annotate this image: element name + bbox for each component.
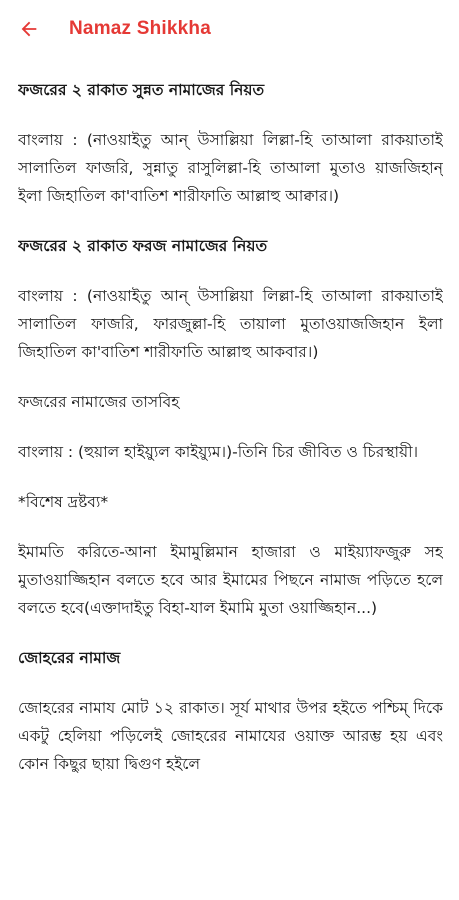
note-heading: *বিশেষ দ্রষ্টব্য* [18, 493, 109, 511]
content-scroll-area[interactable] [18, 76, 443, 900]
note-text: ইমামতি করিতে-আনা ইমামুল্লিমান হাজারা ও মাইয়্যাফজুরু সহ মুতাওয়াজ্জিহান বলতে হবে আর ইমামের পিছনে নামাজ পড়িতে হলে বলতে হবে(এক্তাদাইতু বিহা-যাল ইমামি মুতা ওয়াজ্জিহান...) [18, 543, 443, 617]
fajr-tasbih-heading: ফজরের নামাজের তাসবিহ [18, 393, 180, 411]
fajr-tasbih-text: বাংলায় : (হুয়াল হাইয়্যুল কাইয়্যুম।)-তিনি চির জীবিত ও চিরস্থায়ী। [18, 443, 419, 461]
fajr-farz-heading: ফজরের ২ রাকাত ফরজ নামাজের নিয়ত [18, 237, 268, 255]
app-bar [0, 0, 459, 58]
fajr-sunnat-text: বাংলায় : (নাওয়াইতু আন্ উসাল্লিয়া লিল্লা-হি তাআলা রাকয়াতাই সালাতিল ফাজরি, সুন্নাতু রাসুলিল্লা-হি তাআলা মুতাও য়াজজিহান্ ইলা জিহাতিল কা'বাতিশ শারীফাতি আল্লাহু আক্বার।) [18, 131, 443, 205]
app-title: Namaz Shikkha [69, 18, 211, 39]
fajr-farz-text: বাংলায় : (নাওয়াইতু আন্ উসাল্লিয়া লিল্লা-হি তাআলা রাকয়াতাই সালাতিল ফাজরি, ফারজুল্লা-হি তায়ালা মুতাওয়াজজিহান ইলা জিহাতিল কা'বাতিশ শারীফাতি আল্লাহু আকবার।) [18, 287, 443, 361]
zohr-text: জোহরের নামায মোট ১২ রাকাত। সূর্য মাথার উপর হইতে পশ্চিম্ দিকে একটু হেলিয়া পড়িলেই জোহরের নামাযের ওয়াক্ত আরম্ভ হয় এবং কোন কিছুর ছায়া দ্বিগুণ হইলে [18, 699, 443, 773]
fajr-sunnat-heading: ফজরের ২ রাকাত সুন্নত নামাজের নিয়ত [18, 81, 265, 99]
zohr-heading: জোহরের নামাজ [18, 649, 121, 667]
arrow-left-icon [18, 18, 40, 40]
back-button[interactable] [0, 0, 58, 58]
